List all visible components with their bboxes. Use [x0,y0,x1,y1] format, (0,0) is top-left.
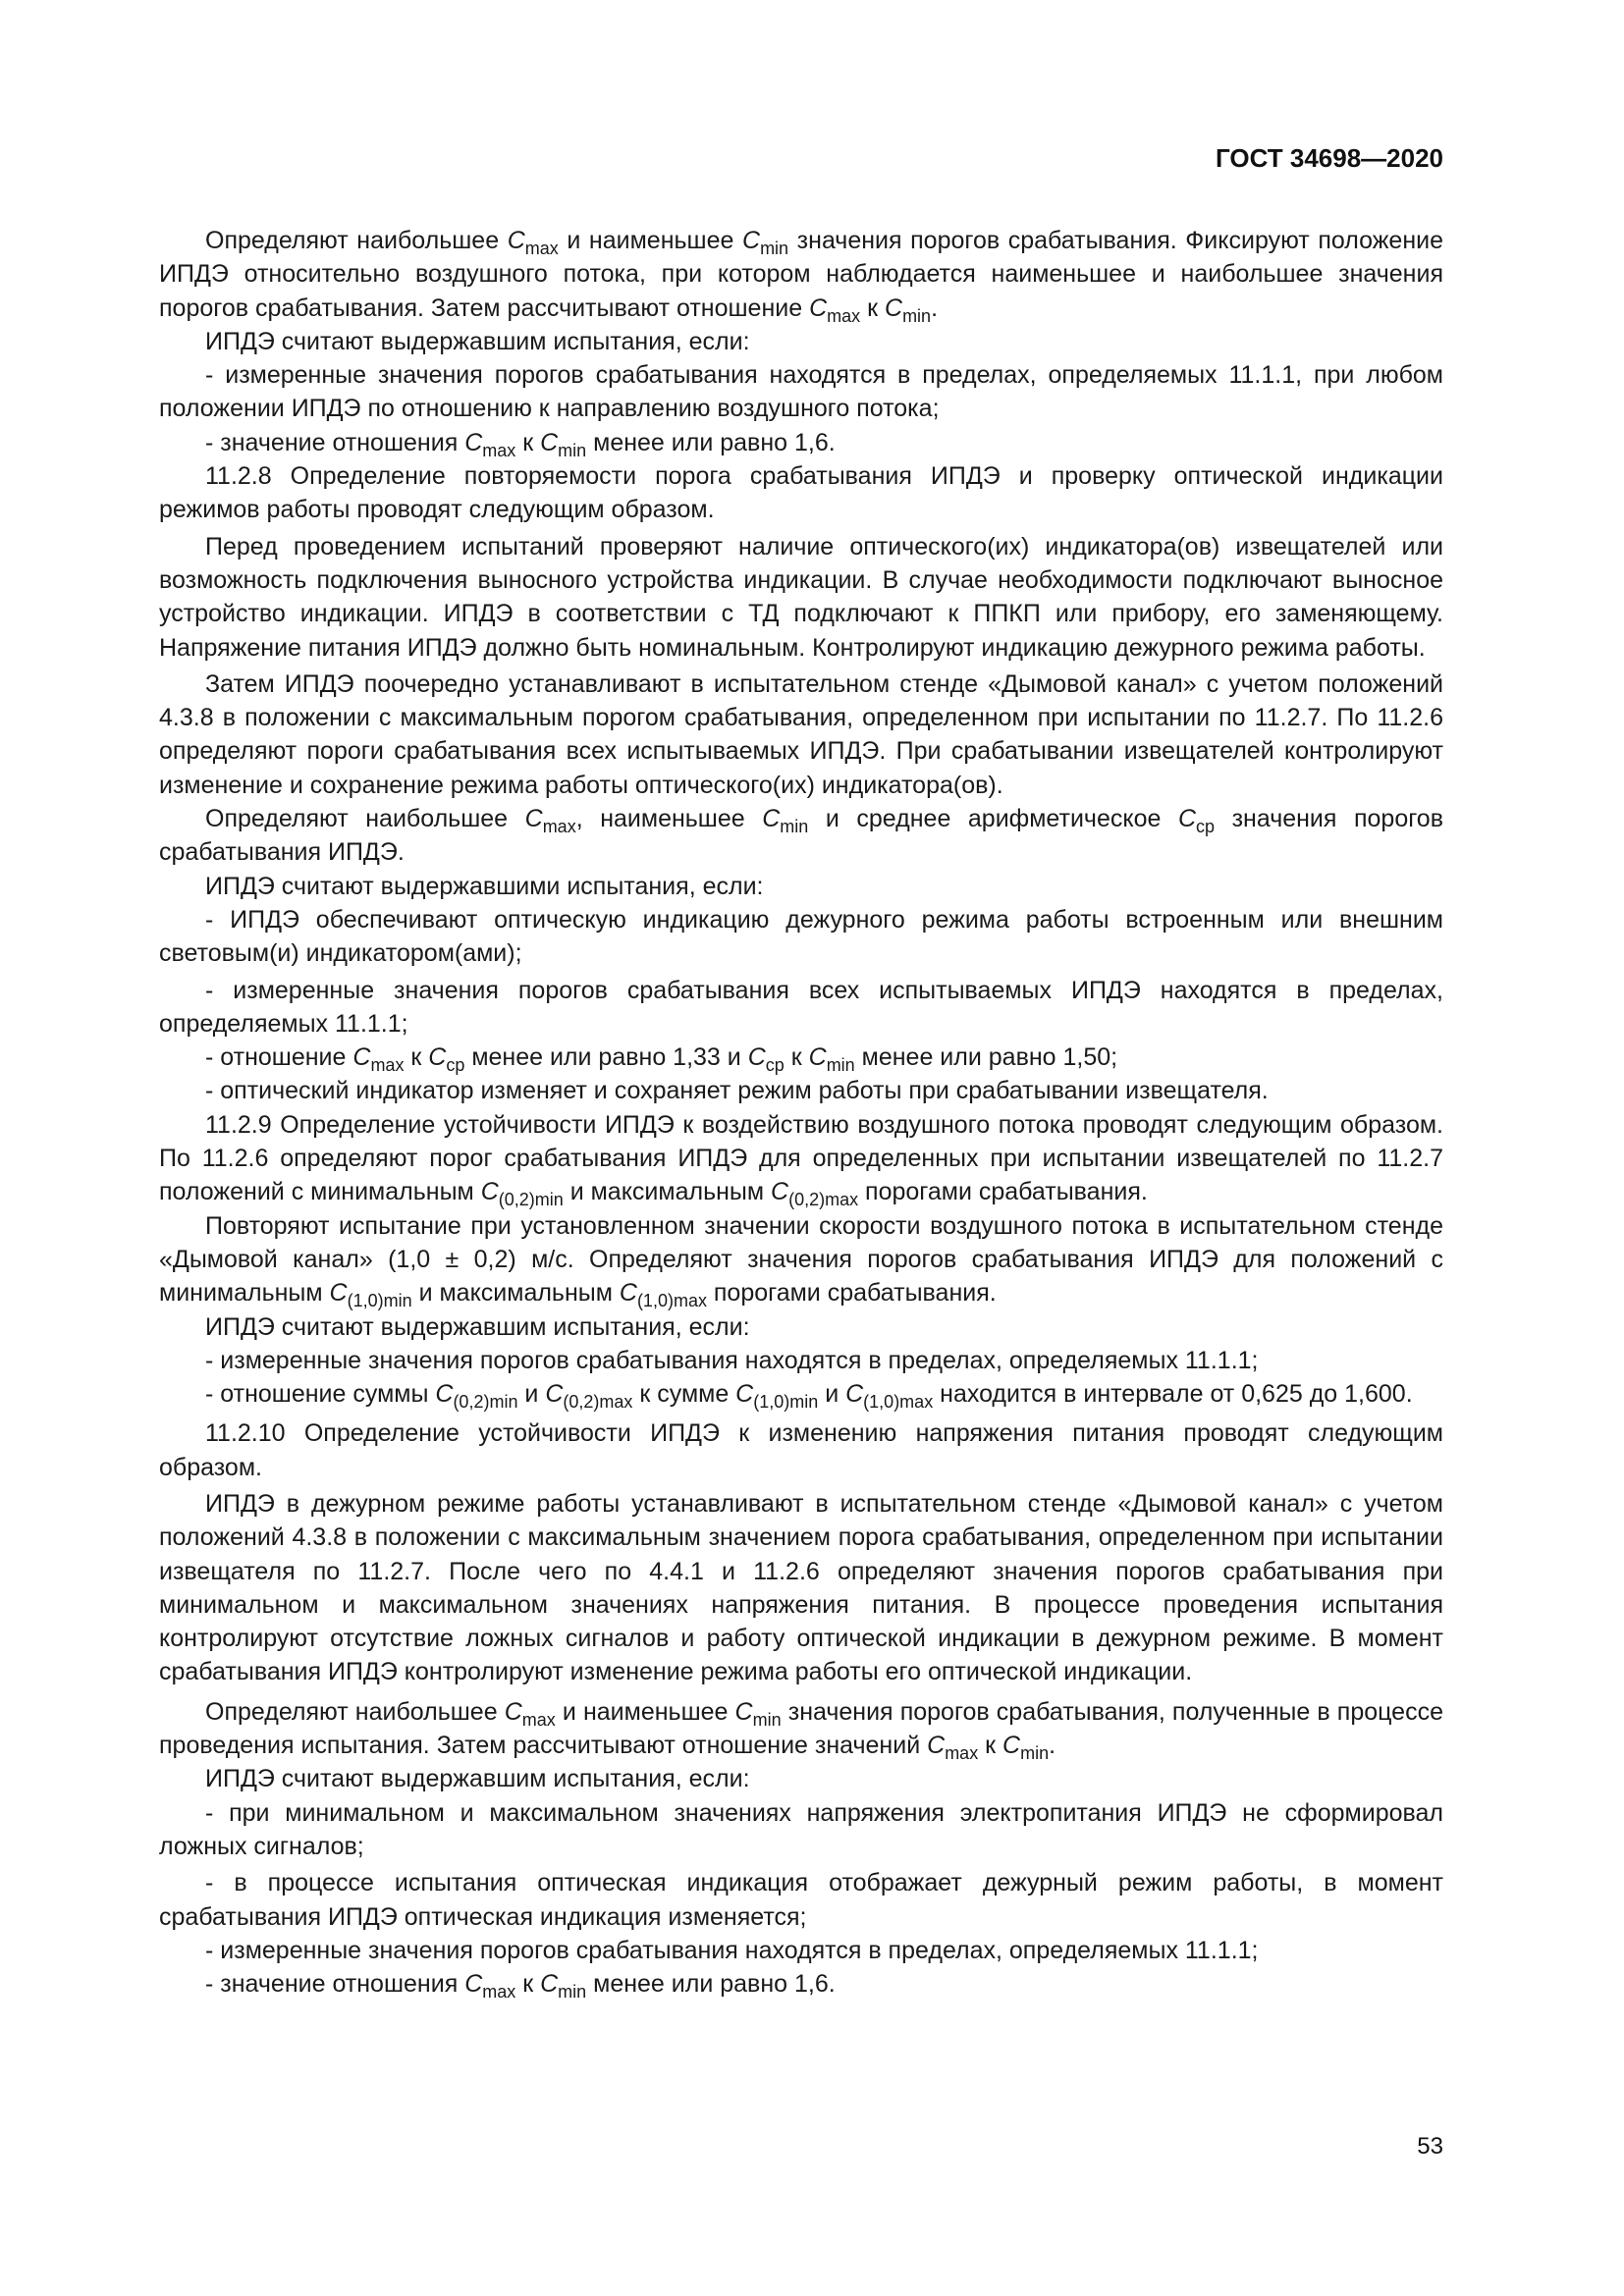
text-run: 11.2.8 Определение повторяемости порога срабатывания ИПДЭ и проверку оптической индикации режимов работы проводят следующим образом. [159,462,1443,524]
math-variable: C [1002,1732,1021,1760]
text-run: ИПДЭ считают выдержавшим испытания, если: [205,1765,750,1793]
paragraph [159,1344,1443,1377]
paragraph [159,1762,1443,1795]
text-run: значения порогов срабатывания, полученные в процессе проведения испытания. Затем рассчитывают отношение значений [159,1697,1443,1760]
math-subscript: min [558,440,587,460]
text-run: находится в интервале от 0,625 до 1,600. [933,1380,1413,1409]
math-variable: C [762,805,781,833]
paragraph [159,325,1443,358]
paragraph [159,1209,1443,1310]
text-run: - измеренные значения порогов срабатывания всех испытываемых ИПДЭ находятся в пределах, определяемых 11.1.1; [159,976,1443,1038]
math-variable: C [747,1043,766,1072]
text-run: и максимальным [411,1279,620,1308]
text-run: Перед проведением испытаний проверяют наличие оптического(их) индикатора(ов) извещателей или возможность подключения выносного устройства индикации. В случае необходимости подключают выносное устройство индикации. ИПДЭ в соответствии с ТД подключают к ППКП или прибору, его заменяющему. Напряжение питания ИПДЭ должно быть номинальным. Контролируют индикацию дежурного режима работы. [159,532,1443,662]
text-run: к [515,428,541,456]
document-body [159,224,1443,2001]
text-run: к [978,1732,1003,1760]
paragraph [159,974,1443,1041]
text-run: Повторяют испытание при установленном значении скорости воздушного потока в испытательном стенде «Дымовой канал» (1,0 ± 0,2) м/с. Определяют значения порогов срабатывания ИПДЭ для положений с минимальным [159,1211,1443,1308]
text-run: к [404,1043,429,1072]
text-run: к [515,1970,541,1999]
math-subscript: min [1020,1742,1050,1763]
paragraph [159,1934,1443,1967]
document-code-header: ГОСТ 34698—2020 [1216,143,1443,173]
text-run: - в процессе испытания оптическая индикация отображает дежурный режим работы, в момент срабатывания ИПДЭ оптическая индикация изменяется; [159,1869,1443,1931]
math-variable: C [524,805,543,833]
math-variable: C [742,227,761,254]
math-subscript: (1,0)max [636,1290,707,1310]
text-run: . [931,294,939,322]
math-variable: C [507,227,525,254]
paragraph [159,530,1443,665]
math-subscript: max [524,238,559,258]
math-variable: C [809,294,828,322]
paragraph [159,1866,1443,1934]
text-run: к сумме [632,1380,736,1409]
math-subscript: max [945,1742,979,1763]
math-variable: C [735,1380,754,1409]
text-run: значения порогов срабатывания. Фиксируют положение ИПДЭ относительно воздушного потока, при котором наблюдается наименьшее и наибольшее значения порогов срабатывания. Затем рассчитывают отношение [159,227,1444,322]
paragraph [159,1074,1443,1107]
text-run: ИПДЭ считают выдержавшими испытания, если: [205,872,764,900]
math-variable: C [545,1380,564,1409]
text-run: менее или равно 1,50; [854,1043,1118,1072]
paragraph [159,358,1443,426]
text-run: к [784,1043,809,1072]
math-variable: C [329,1279,348,1308]
math-subscript: ср [765,1054,785,1075]
paragraph [159,1108,1443,1209]
math-subscript: min [752,1709,782,1730]
text-run: - отношение [205,1043,353,1072]
math-subscript: max [482,440,516,460]
math-subscript: (0,2)min [453,1391,518,1412]
text-run: , наименьшее [575,805,763,833]
text-run: Затем ИПДЭ поочередно устанавливают в испытательном стенде «Дымовой канал» с учетом положений 4.3.8 в положении с максимальным порогом срабатывания, определенном при испытании по 11.2.7. По 11.2.6 определяют пороги срабатывания всех испытываемых ИПДЭ. При срабатывании извещателей контролируют изменение и сохранение режима работы оптического(их) индикатора(ов). [159,669,1443,799]
text-run: и наименьшее [558,227,742,254]
text-run: ИПДЭ считают выдержавшим испытания, если: [205,1312,750,1341]
math-subscript: min [826,1054,855,1075]
text-run: порогами срабатывания. [858,1178,1148,1206]
math-subscript: (0,2)max [788,1190,859,1210]
text-run: и максимальным [563,1178,772,1206]
math-subscript: max [370,1054,405,1075]
paragraph [159,1695,1443,1763]
math-subscript: ср [1196,816,1216,836]
math-variable: C [480,1178,499,1206]
paragraph [159,1487,1443,1689]
text-run: менее или равно 1,6. [586,1970,836,1999]
text-run: менее или равно 1,6. [586,428,836,456]
math-subscript: max [482,1981,516,2002]
math-subscript: (1,0)max [863,1391,934,1412]
paragraph [159,903,1443,971]
math-subscript: (1,0)min [753,1391,819,1412]
text-run: - при минимальном и максимальном значениях напряжения электропитания ИПДЭ не сформировал ложных сигналов; [159,1798,1443,1860]
text-run: . [1049,1732,1056,1760]
text-run: ИПДЭ в дежурном режиме работы устанавливают в испытательном стенде «Дымовой канал» с учетом положений 4.3.8 в положении с максимальным значением порога срабатывания, определенном при испытании извещателя по 11.2.7. После чего по 4.4.1 и 11.2.6 определяют значения порогов срабатывания при минимальном и максимальном значениях напряжения питания. В процессе проведения испытания контролируют отсутствие ложных сигналов и работу оптической индикации в дежурном режиме. В момент срабатывания ИПДЭ контролируют изменение режима работы его оптической индикации. [159,1489,1443,1686]
text-run: - отношение суммы [205,1380,436,1409]
math-variable: C [619,1279,637,1308]
text-run: к [860,294,885,322]
text-run: - измеренные значения порогов срабатывания находятся в пределах, определяемых 11.1.1, при любом положении ИПДЭ по отношению к направлению воздушного потока; [159,361,1443,423]
text-run: Определяют наибольшее [205,805,525,833]
paragraph [159,1967,1443,2001]
text-run: и наименьшее [555,1697,735,1726]
math-variable: C [927,1732,946,1760]
math-variable: C [435,1380,454,1409]
page-number: 53 [1417,2133,1443,2160]
math-variable: C [540,428,559,456]
math-variable: C [464,428,483,456]
paragraph [159,870,1443,903]
math-subscript: max [542,816,576,836]
paragraph [159,1796,1443,1864]
math-variable: C [504,1697,522,1726]
math-subscript: (1,0)min [347,1290,412,1310]
math-subscript: min [760,238,789,258]
text-run: - оптический индикатор изменяет и сохраняет режим работы при срабатывании извещателя. [205,1077,1269,1105]
text-run: менее или равно 1,33 и [464,1043,748,1072]
text-run: ИПДЭ считают выдержавшим испытания, если: [205,327,750,355]
paragraph [159,1041,1443,1074]
math-variable: C [1177,805,1196,833]
math-variable: C [428,1043,447,1072]
text-run: значения порогов срабатывания ИПДЭ. [159,805,1443,867]
math-variable: C [845,1380,864,1409]
math-subscript: min [558,1981,587,2002]
text-run: Определяют наибольшее [205,1697,505,1726]
math-subscript: max [521,1709,556,1730]
paragraph [159,426,1443,459]
text-run: и [818,1380,846,1409]
text-run: Определяют наибольшее [205,227,508,254]
math-subscript: (0,2)min [498,1190,564,1210]
math-variable: C [464,1970,483,1999]
math-variable: C [352,1043,371,1072]
text-run: - значение отношения [205,1970,465,1999]
text-run: - измеренные значения порогов срабатывания находятся в пределах, определяемых 11.1.1; [205,1346,1259,1374]
text-run: и [517,1380,546,1409]
math-subscript: max [827,305,861,326]
paragraph [159,1416,1443,1484]
paragraph [159,667,1443,802]
math-variable: C [808,1043,827,1072]
math-subscript: min [902,305,932,326]
paragraph [159,459,1443,527]
text-run: 11.2.10 Определение устойчивости ИПДЭ к изменению напряжения питания проводят следующим образом. [159,1419,1443,1481]
math-variable: C [734,1697,753,1726]
math-subscript: min [780,816,809,836]
math-variable: C [885,294,903,322]
math-subscript: ср [446,1054,465,1075]
text-run: и среднее арифметическое [808,805,1178,833]
paragraph [159,1377,1443,1411]
text-run: - измеренные значения порогов срабатывания находятся в пределах, определяемых 11.1.1; [205,1936,1259,1964]
math-variable: C [771,1178,789,1206]
math-subscript: (0,2)max [563,1391,633,1412]
text-run: порогами срабатывания. [706,1279,997,1308]
text-run: - ИПДЭ обеспечивают оптическую индикацию дежурного режима работы встроенным или внешним световым(и) индикатором(ами); [159,905,1443,968]
text-run: 11.2.9 Определение устойчивости ИПДЭ к воздействию воздушного потока проводят следующим образом. По 11.2.6 определяют порог срабатывания ИПДЭ для определенных при испытании извещателей по 11.2.7 положений с минимальным [159,1110,1443,1206]
paragraph [159,1310,1443,1344]
paragraph [159,802,1443,870]
math-variable: C [540,1970,559,1999]
text-run: - значение отношения [205,428,465,456]
paragraph [159,224,1443,325]
